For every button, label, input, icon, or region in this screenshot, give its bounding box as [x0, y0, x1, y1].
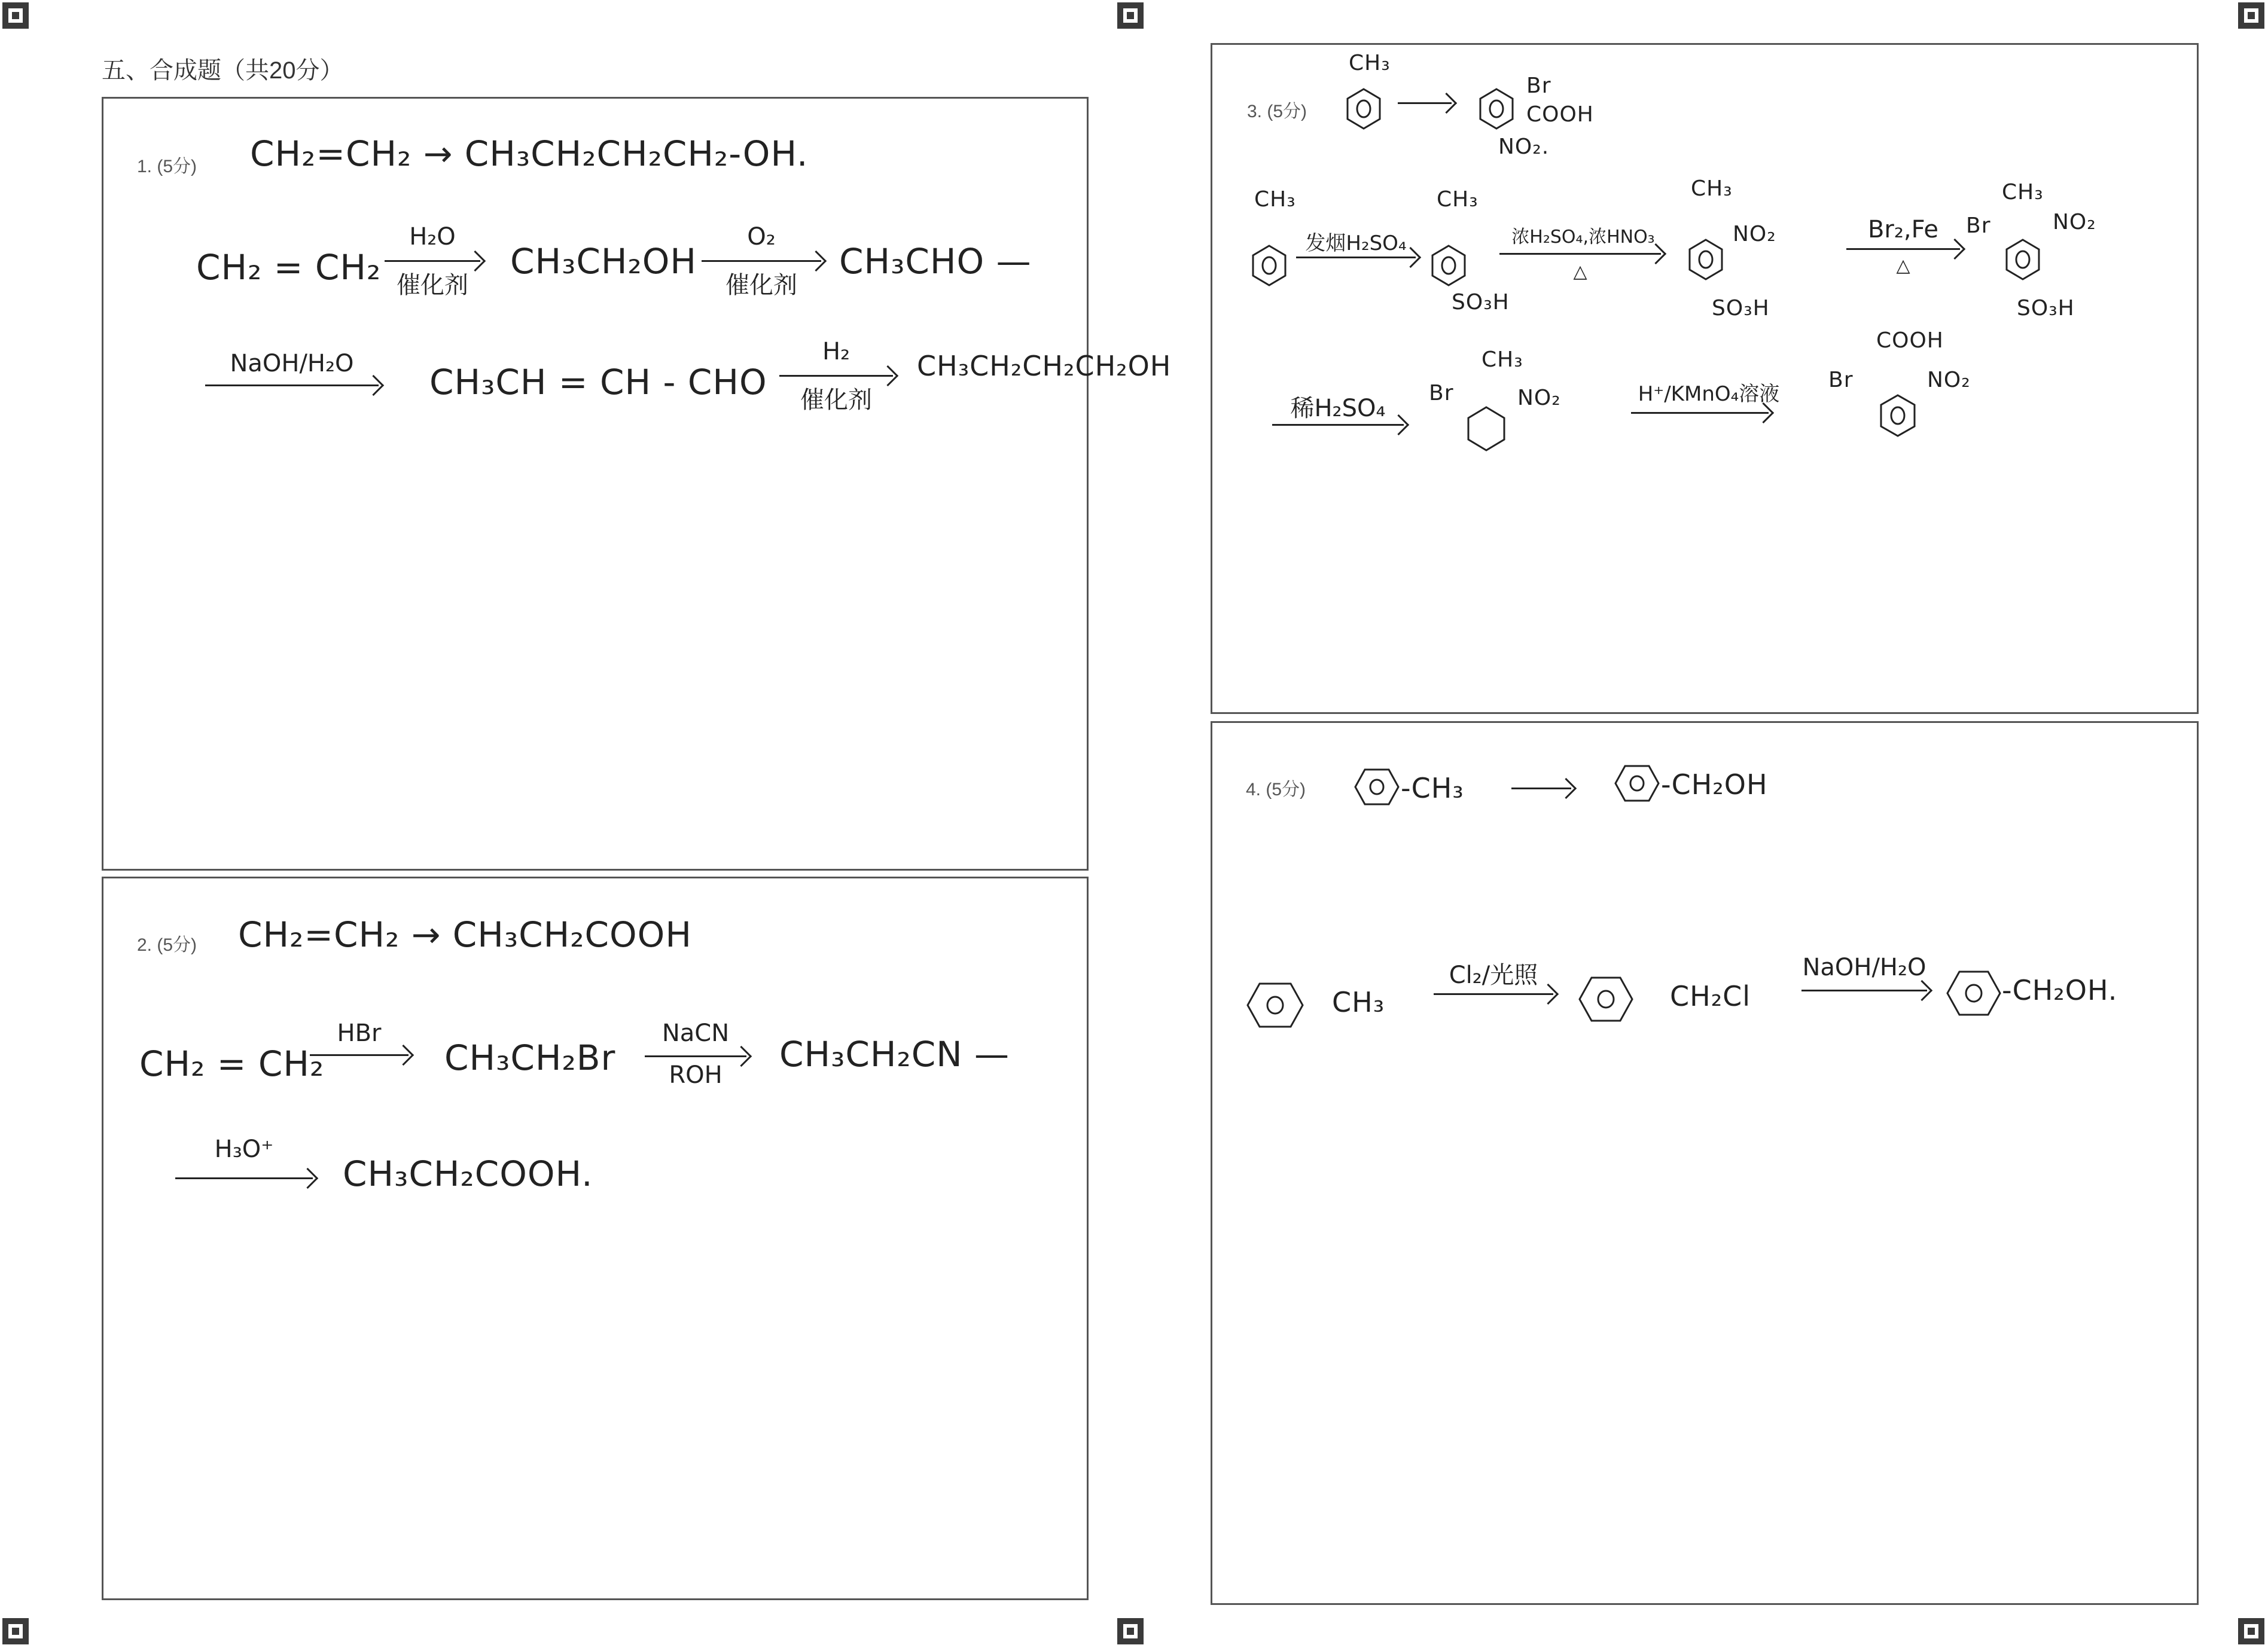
- intermediate: CH₃CH = CH - CHO: [429, 362, 767, 402]
- reagent-top: H⁺/KMnO₄溶液: [1638, 382, 1780, 406]
- reagent-top: 发烟H₂SO₄: [1305, 231, 1407, 255]
- reagent-top: NaOH/H₂O: [1802, 954, 1926, 981]
- reagent-top: HBr: [337, 1020, 382, 1047]
- substituent: SO₃H: [1712, 296, 1770, 321]
- reaction-arrow: [645, 1055, 746, 1057]
- reaction-arrow: [205, 384, 379, 386]
- corner-marker-top-left: [2, 2, 29, 29]
- reagent-top: 浓H₂SO₄,浓HNO₃: [1511, 227, 1655, 248]
- substituent: Br: [1526, 74, 1551, 98]
- substituent: -CH₂OH: [1661, 768, 1768, 801]
- benzene-ring-icon: [1685, 236, 1727, 284]
- product: CH₃CH₂COOH.: [343, 1153, 593, 1194]
- corner-marker-top-center: [1117, 2, 1144, 29]
- reaction-arrow: [1511, 788, 1571, 789]
- intermediate: CH₃CHO —: [839, 241, 1032, 282]
- substituent: CH₃: [1437, 187, 1479, 212]
- substituent: NO₂: [1927, 368, 1971, 392]
- corner-marker-top-right: [2238, 2, 2264, 29]
- benzene-ring-icon: [1245, 980, 1305, 1030]
- reagent-top: H₃O⁺: [214, 1136, 274, 1163]
- reagent-top: NaOH/H₂O: [230, 350, 354, 377]
- reaction-condition: △: [1573, 261, 1587, 282]
- question-label: 2. (5分): [137, 935, 197, 955]
- reaction-arrow: [1499, 253, 1661, 255]
- substituent: NO₂: [1517, 386, 1561, 410]
- substituent: NO₂: [2053, 210, 2096, 234]
- benzene-ring-icon: [1464, 404, 1509, 455]
- reagent-bottom: 催化剂: [397, 271, 468, 299]
- substituent: SO₃H: [2017, 296, 2075, 321]
- substituent: CH₃: [1691, 176, 1733, 201]
- answer-box-q2: [102, 877, 1089, 1600]
- benzene-ring-icon: [1428, 242, 1470, 290]
- corner-marker-bottom-center: [1117, 1618, 1144, 1644]
- substituent: CH₃: [1254, 187, 1296, 212]
- reagent-bottom: 催化剂: [725, 271, 797, 299]
- answer-box-q1: [102, 97, 1172, 871]
- substituent: CH₃: [1481, 347, 1523, 372]
- question-label: 4. (5分): [1246, 780, 1306, 799]
- benzene-ring-icon: [1353, 766, 1401, 808]
- substituent: Br: [1429, 381, 1454, 405]
- substituent: NO₂.: [1498, 135, 1550, 159]
- substituent: NO₂: [1733, 222, 1776, 246]
- question-prompt: CH₂=CH₂ → CH₃CH₂COOH: [238, 914, 692, 955]
- reagent-top: O₂: [747, 223, 776, 251]
- section-title: 五、合成题（共20分）: [102, 57, 344, 84]
- substituent: CH₃: [1332, 986, 1385, 1018]
- answer-box-q3: [1211, 43, 2199, 714]
- benzene-ring-icon: [1343, 86, 1385, 133]
- reagent-top: H₂: [822, 338, 850, 365]
- reaction-arrow: [1272, 424, 1404, 426]
- benzene-ring-icon: [1248, 242, 1290, 290]
- reaction-arrow: [779, 375, 893, 377]
- reaction-condition: △: [1896, 255, 1910, 276]
- intermediate: CH₃CH₂CN —: [779, 1034, 1010, 1075]
- product: -CH₂OH.: [2002, 974, 2118, 1006]
- substituent: Br: [1966, 213, 1991, 238]
- intermediate: CH₃CH₂Br: [444, 1037, 616, 1078]
- reaction-arrow: [1846, 248, 1960, 250]
- benzene-ring-icon: [1945, 968, 2002, 1018]
- reaction-arrow: [702, 260, 821, 262]
- question-label: 3. (5分): [1247, 102, 1307, 121]
- benzene-ring-icon: [2002, 236, 2044, 284]
- reactant: CH₂ = CH₂: [196, 247, 382, 288]
- substituent: COOH: [1876, 328, 1944, 353]
- benzene-ring-icon: [1577, 974, 1635, 1024]
- reaction-arrow: [385, 260, 480, 262]
- reagent-top: Br₂,Fe: [1867, 216, 1939, 243]
- substituent: CH₂Cl: [1670, 980, 1751, 1012]
- reagent-top: 稀H₂SO₄: [1290, 395, 1386, 422]
- substituent: CH₃: [1349, 51, 1391, 75]
- reaction-arrow: [1296, 257, 1416, 258]
- reaction-arrow: [1631, 412, 1769, 414]
- reaction-arrow: [1398, 102, 1452, 104]
- reagent-bottom: 催化剂: [800, 386, 872, 414]
- substituent: Br: [1828, 368, 1854, 392]
- reaction-arrow: [1434, 993, 1553, 995]
- question-prompt: CH₂=CH₂ → CH₃CH₂CH₂CH₂-OH.: [250, 133, 809, 174]
- reaction-arrow: [175, 1177, 313, 1179]
- substituent: CH₃: [2002, 180, 2044, 205]
- reaction-arrow: [310, 1054, 409, 1056]
- reagent-top: Cl₂/光照: [1449, 962, 1538, 989]
- benzene-ring-icon: [1876, 392, 1919, 441]
- reagent-top: H₂O: [409, 223, 456, 251]
- reagent-top: NaCN: [662, 1020, 730, 1047]
- corner-marker-bottom-left: [2, 1618, 29, 1644]
- reactant: CH₂ = CH₂: [139, 1043, 325, 1084]
- substituent: SO₃H: [1452, 290, 1510, 315]
- answer-box-q4: [1211, 721, 2199, 1605]
- substituent: -CH₃: [1401, 772, 1464, 804]
- benzene-ring-icon: [1476, 86, 1517, 133]
- reaction-arrow: [1801, 990, 1927, 991]
- intermediate: CH₃CH₂OH: [510, 241, 697, 282]
- question-label: 1. (5分): [137, 157, 197, 176]
- benzene-ring-icon: [1613, 762, 1661, 804]
- substituent: COOH: [1526, 102, 1594, 127]
- reagent-bottom: ROH: [669, 1061, 723, 1089]
- product: CH₃CH₂CH₂CH₂OH: [917, 350, 1172, 382]
- corner-marker-bottom-right: [2238, 1618, 2264, 1644]
